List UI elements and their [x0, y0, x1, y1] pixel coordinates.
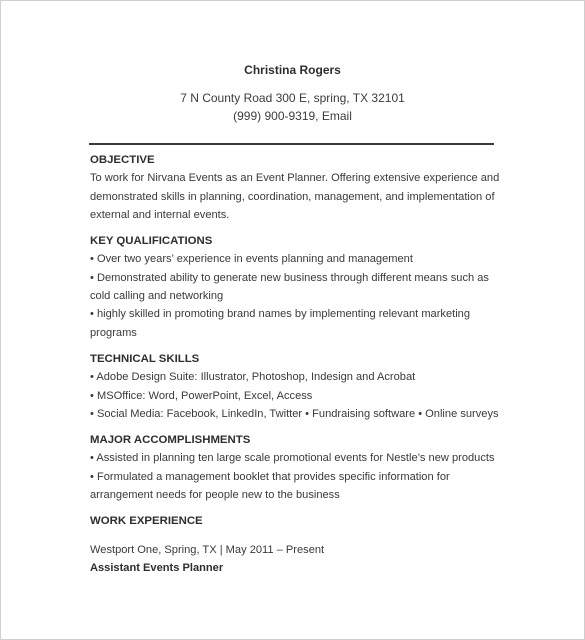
- section-title-objective: OBJECTIVE: [90, 154, 155, 166]
- candidate-name: Christina Rogers: [244, 63, 341, 77]
- accomplishment-line: arrangement needs for people new to the business: [90, 489, 340, 502]
- objective-line: To work for Nirvana Events as an Event Planner. Offering extensive experience and: [90, 172, 500, 185]
- resume-body: [90, 151, 500, 585]
- skill-line: • Adobe Design Suite: Illustrator, Photoshop, Indesign and Acrobat: [90, 371, 416, 384]
- header-divider: [89, 143, 494, 145]
- employer-line: Westport One, Spring, TX | May 2011 – Present: [90, 543, 325, 556]
- qualification-line: • Over two years’ experience in events planning and management: [90, 253, 413, 266]
- skill-line: • Social Media: Facebook, LinkedIn, Twitter • Fundraising software • Online surveys: [90, 407, 499, 420]
- objective-line: external and internal events.: [90, 208, 230, 221]
- accomplishment-line: • Assisted in planning ten large scale promotional events for Nestle’s new products: [90, 452, 495, 465]
- objective-section: [90, 151, 500, 224]
- qualifications-section: [90, 232, 500, 342]
- skills-section: [90, 350, 500, 423]
- work-section: [90, 512, 500, 577]
- accomplishments-section: [90, 431, 500, 504]
- section-title-work: WORK EXPERIENCE: [90, 515, 203, 528]
- accomplishment-line: • Formulated a management booklet that provides specific information for: [90, 470, 450, 483]
- objective-line: demonstrated skills in planning, coordination, management, and implementation of: [90, 190, 495, 203]
- section-spacer: [90, 531, 500, 541]
- address-line: 7 N County Road 300 E, spring, TX 32101: [180, 91, 405, 105]
- section-title-qualifications: KEY QUALIFICATIONS: [90, 235, 213, 248]
- phone-email-line: (999) 900-9319, Email: [233, 109, 352, 123]
- qualification-line: • Demonstrated ability to generate new business through different means such as: [90, 271, 489, 284]
- section-title-skills: TECHNICAL SKILLS: [90, 352, 200, 365]
- qualification-line: • highly skilled in promoting brand names by implementing relevant marketing: [90, 308, 471, 321]
- skill-line: • MSOffice: Word, PowerPoint, Excel, Access: [90, 389, 313, 402]
- section-title-accomplishments: MAJOR ACCOMPLISHMENTS: [90, 434, 251, 447]
- qualification-line: cold calling and networking: [90, 290, 224, 303]
- job-title: Assistant Events Planner: [90, 561, 224, 574]
- qualification-line: programs: [90, 326, 137, 339]
